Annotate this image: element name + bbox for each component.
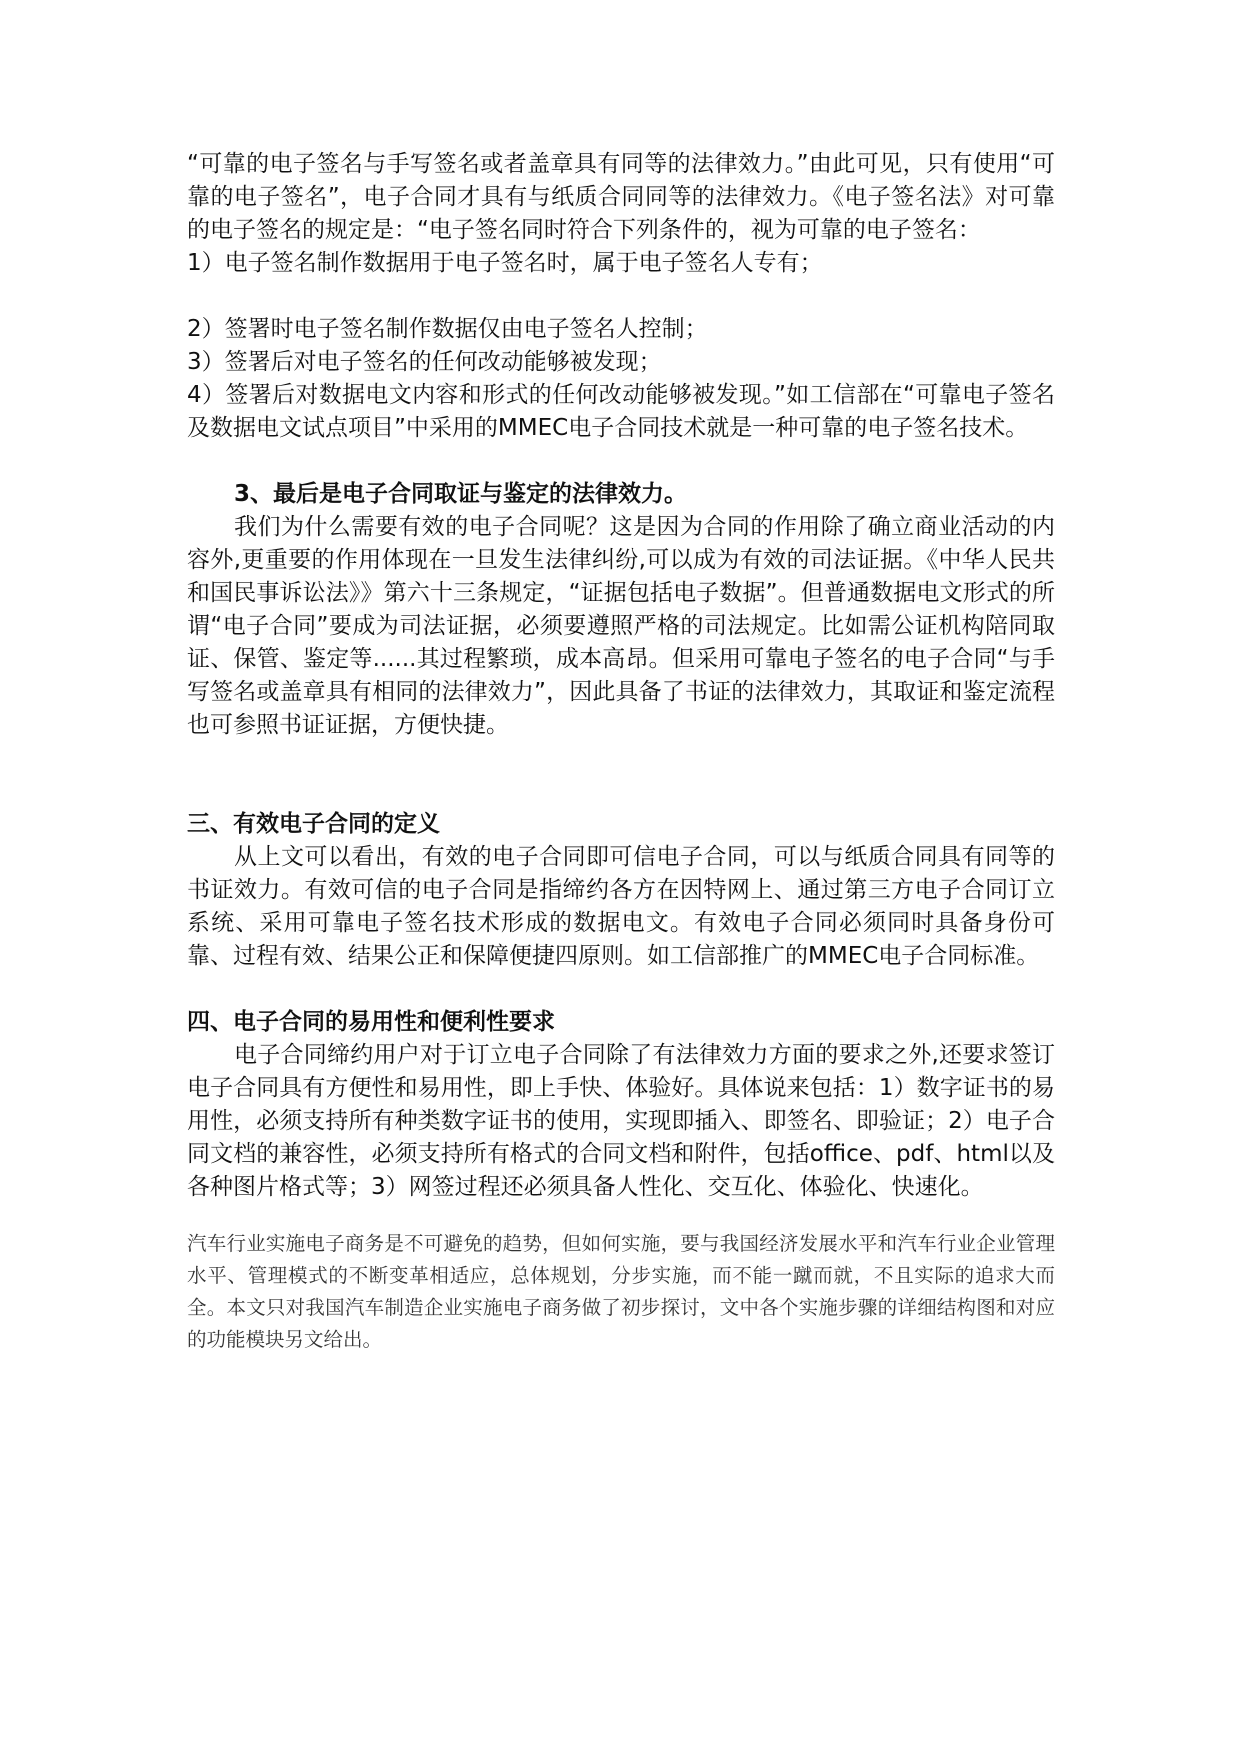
section-heading-usability: 四、电子合同的易用性和便利性要求: [187, 1009, 555, 1035]
spacer: [187, 742, 1055, 808]
section-heading-definition: 三、有效电子合同的定义: [187, 811, 440, 837]
list-item-condition-1: 1）电子签名制作数据用于电子签名时，属于电子签名人专有；: [187, 250, 823, 276]
spacer: [187, 445, 1055, 478]
spacer: [187, 280, 1055, 313]
list-item-condition-2: 2）签署时电子签名制作数据仅由电子签名人控制；: [187, 316, 708, 342]
paragraph-evidence: 我们为什么需要有效的电子合同呢？这是因为合同的作用除了确立商业活动的内容外,更重要的作用体现在一旦发生法律纠纷,可以成为有效的司法证据。《中华人民共和国民事诉讼法》》第六十三条规定，“证据包括电子数据”。但普通数据电文形式的所谓“电子合同”要成为司法证据，必须要遵照严格的司法规定。比如需公证机构陪同取证、保管、鉴定等......其过程繁琐，成本高昂。但采用可靠电子签名的电子合同“与手写签名或盖章具有相同的法律效力”，因此具备了书证的法律效力，其取证和鉴定流程也可参照书证证据，方便快捷。: [187, 514, 1055, 738]
list-item-condition-4: 4）签署后对数据电文内容和形式的任何改动能够被发现。”如工信部在“可靠电子签名及数据电文试点项目”中采用的MMEC电子合同技术就是一种可靠的电子签名技术。: [187, 382, 1055, 441]
document-page: [187, 148, 1055, 1356]
paragraph-definition: 从上文可以看出，有效的电子合同即可信电子合同，可以与纸质合同具有同等的书证效力。有效可信的电子合同是指缔约各方在因特网上、通过第三方电子合同订立系统、采用可靠电子签名技术形成的数据电文。有效电子合同必须同时具备身份可靠、过程有效、结果公正和保障便捷四原则。如工信部推广的MMEC电子合同标准。: [187, 844, 1055, 969]
spacer: [187, 973, 1055, 1006]
spacer: [187, 1204, 1055, 1228]
list-item-condition-3: 3）签署后对电子签名的任何改动能够被发现；: [187, 349, 662, 375]
paragraph-reliable-signature: “可靠的电子签名与手写签名或者盖章具有同等的法律效力。”由此可见，只有使用“可靠的电子签名”，电子合同才具有与纸质合同同等的法律效力。《电子签名法》对可靠的电子签名的规定是：“电子签名同时符合下列条件的，视为可靠的电子签名：: [187, 151, 1055, 243]
section-heading-evidence: 3、最后是电子合同取证与鉴定的法律效力。: [234, 481, 688, 507]
paragraph-automotive-note: 汽车行业实施电子商务是不可避免的趋势，但如何实施，要与我国经济发展水平和汽车行业企业管理水平、管理模式的不断变革相适应，总体规划，分步实施，而不能一蹴而就，不且实际的追求大而全。本文只对我国汽车制造企业实施电子商务做了初步探讨，文中各个实施步骤的详细结构图和对应的功能模块另文给出。: [187, 1232, 1055, 1351]
paragraph-usability: 电子合同缔约用户对于订立电子合同除了有法律效力方面的要求之外,还要求签订电子合同具有方便性和易用性，即上手快、体验好。具体说来包括：1）数字证书的易用性，必须支持所有种类数字证书的使用，实现即插入、即签名、即验证；2）电子合同文档的兼容性，必须支持所有格式的合同文档和附件，包括office、pdf、html以及各种图片格式等；3）网签过程还必须具备人性化、交互化、体验化、快速化。: [187, 1042, 1055, 1200]
